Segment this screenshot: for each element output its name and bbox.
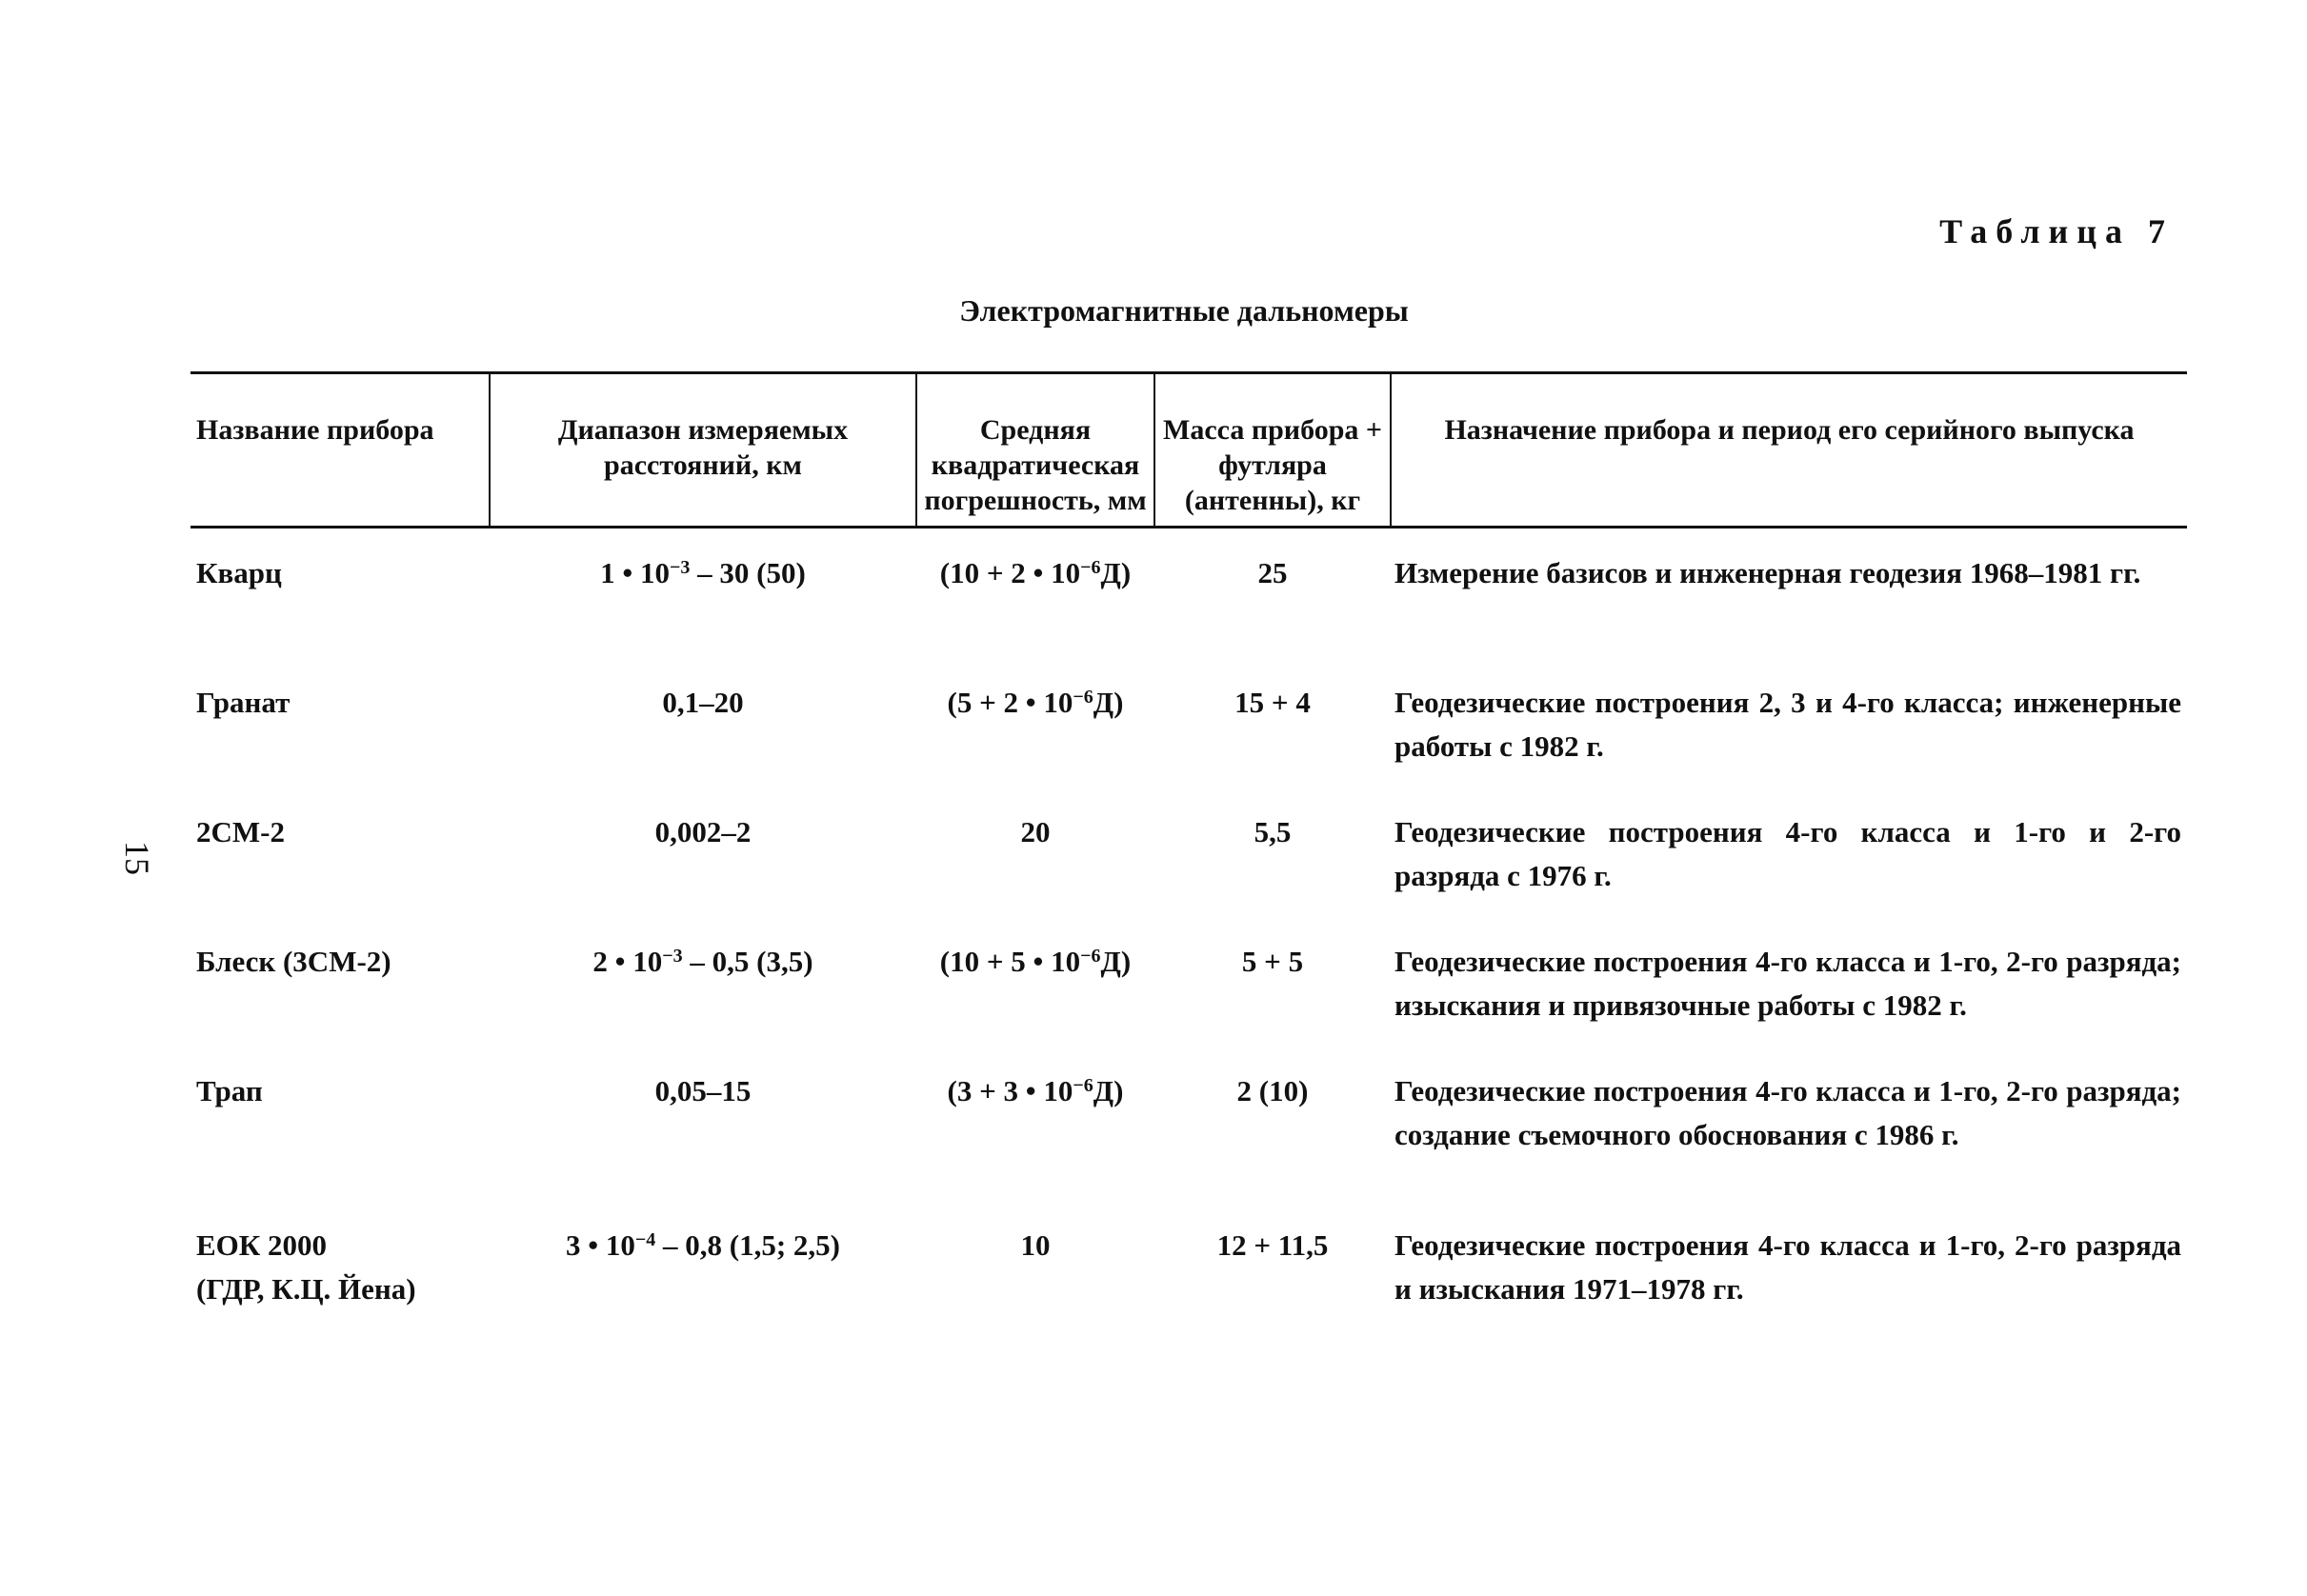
error-tail: Д) <box>1100 945 1132 978</box>
cell-error <box>916 788 1154 917</box>
range-base: 0,1–20 <box>662 686 744 719</box>
cell-purpose: Геодезические построения 4-го класса и 1-го, 2-го разряда; создание съемочного обоснования с 1986 г. <box>1394 1074 2181 1151</box>
cell-purpose: Геодезические построения 4-го класса и 1-го и 2-го разряда с 1976 г. <box>1394 815 2181 892</box>
name-line-1: ЕОК 2000 <box>196 1228 328 1262</box>
table-row <box>191 658 2187 788</box>
cell-error <box>916 1201 1154 1311</box>
cell-name: 2СМ-2 <box>196 815 285 848</box>
table-caption: Таблица 7 <box>1939 212 2174 250</box>
cell-error <box>916 1047 1154 1201</box>
error-base: (10 + 2 • 10 <box>939 556 1081 589</box>
error-tail: Д) <box>1100 556 1132 589</box>
range-base: 2 • 10 <box>592 945 663 978</box>
table-title <box>0 293 2307 329</box>
cell-error <box>916 917 1154 1047</box>
range-tail: – 30 (50) <box>690 556 806 589</box>
cell-mass: 15 + 4 <box>1234 686 1311 719</box>
cell-range <box>490 788 916 917</box>
range-tail: – 0,5 (3,5) <box>682 945 813 978</box>
cell-name: Гранат <box>196 686 291 719</box>
cell-purpose: Измерение базисов и инженерная геодезия 1968–1981 гг. <box>1394 556 2141 589</box>
table-title-text: Электромагнитные дальномеры <box>959 293 1409 328</box>
header-error: Средняя квадратическая погрешность, мм <box>916 373 1154 528</box>
range-exponent: −3 <box>662 946 683 967</box>
cell-mass: 5 + 5 <box>1241 945 1304 978</box>
page-number: 15 <box>118 841 156 875</box>
table-row <box>191 1201 2187 1311</box>
range-exponent: −3 <box>670 557 691 578</box>
range-tail: – 0,8 (1,5; 2,5) <box>655 1228 840 1262</box>
error-base: (5 + 2 • 10 <box>947 686 1073 719</box>
cell-mass: 2 (10) <box>1236 1074 1309 1107</box>
cell-name: Трап <box>196 1074 263 1107</box>
cell-range <box>490 1047 916 1201</box>
cell-purpose: Геодезические построения 2, 3 и 4-го класса; инженерные работы с 1982 г. <box>1394 686 2181 763</box>
cell-mass: 5,5 <box>1254 815 1292 848</box>
cell-name <box>191 1201 490 1311</box>
cell-range <box>490 528 916 659</box>
cell-range <box>490 917 916 1047</box>
cell-name: Кварц <box>196 556 282 589</box>
error-tail: Д) <box>1093 686 1124 719</box>
cell-mass: 12 + 11,5 <box>1216 1228 1329 1262</box>
error-exponent: −6 <box>1073 1075 1093 1096</box>
table-header-row <box>191 373 2187 528</box>
range-exponent: −4 <box>634 1229 656 1250</box>
range-base: 1 • 10 <box>600 556 671 589</box>
table-row <box>191 1047 2187 1201</box>
table-row <box>191 917 2187 1047</box>
cell-range <box>490 1201 916 1311</box>
error-base: 20 <box>1020 815 1051 848</box>
name-line-2: (ГДР, К.Ц. Йена) <box>196 1272 416 1306</box>
header-name: Название прибора <box>191 373 490 528</box>
error-base: (10 + 5 • 10 <box>939 945 1081 978</box>
error-base: 10 <box>1020 1228 1051 1262</box>
header-range: Диапазон измеряемых расстояний, км <box>490 373 916 528</box>
error-exponent: −6 <box>1080 946 1101 967</box>
header-mass: Масса прибора + футляра (антенны), кг <box>1154 373 1391 528</box>
error-tail: Д) <box>1093 1074 1124 1107</box>
table-row <box>191 528 2187 659</box>
cell-purpose: Геодезические построения 4-го класса и 1-го, 2-го разряда и изыскания 1971–1978 гг. <box>1394 1228 2181 1306</box>
error-base: (3 + 3 • 10 <box>947 1074 1073 1107</box>
cell-error <box>916 658 1154 788</box>
cell-name: Блеск (3СМ-2) <box>196 945 391 978</box>
cell-purpose: Геодезические построения 4-го класса и 1-го, 2-го разряда; изыскания и привязочные работы с 1982 г. <box>1394 945 2181 1022</box>
range-base: 0,05–15 <box>654 1074 752 1107</box>
error-exponent: −6 <box>1080 557 1101 578</box>
table-row <box>191 788 2187 917</box>
range-base: 0,002–2 <box>654 815 752 848</box>
header-purpose: Назначение прибора и период его серийного выпуска <box>1391 373 2187 528</box>
cell-error <box>916 528 1154 659</box>
cell-range <box>490 658 916 788</box>
range-base: 3 • 10 <box>566 1228 635 1262</box>
cell-mass: 25 <box>1257 556 1288 589</box>
error-exponent: −6 <box>1073 687 1093 708</box>
rangefinders-table <box>191 371 2187 1311</box>
